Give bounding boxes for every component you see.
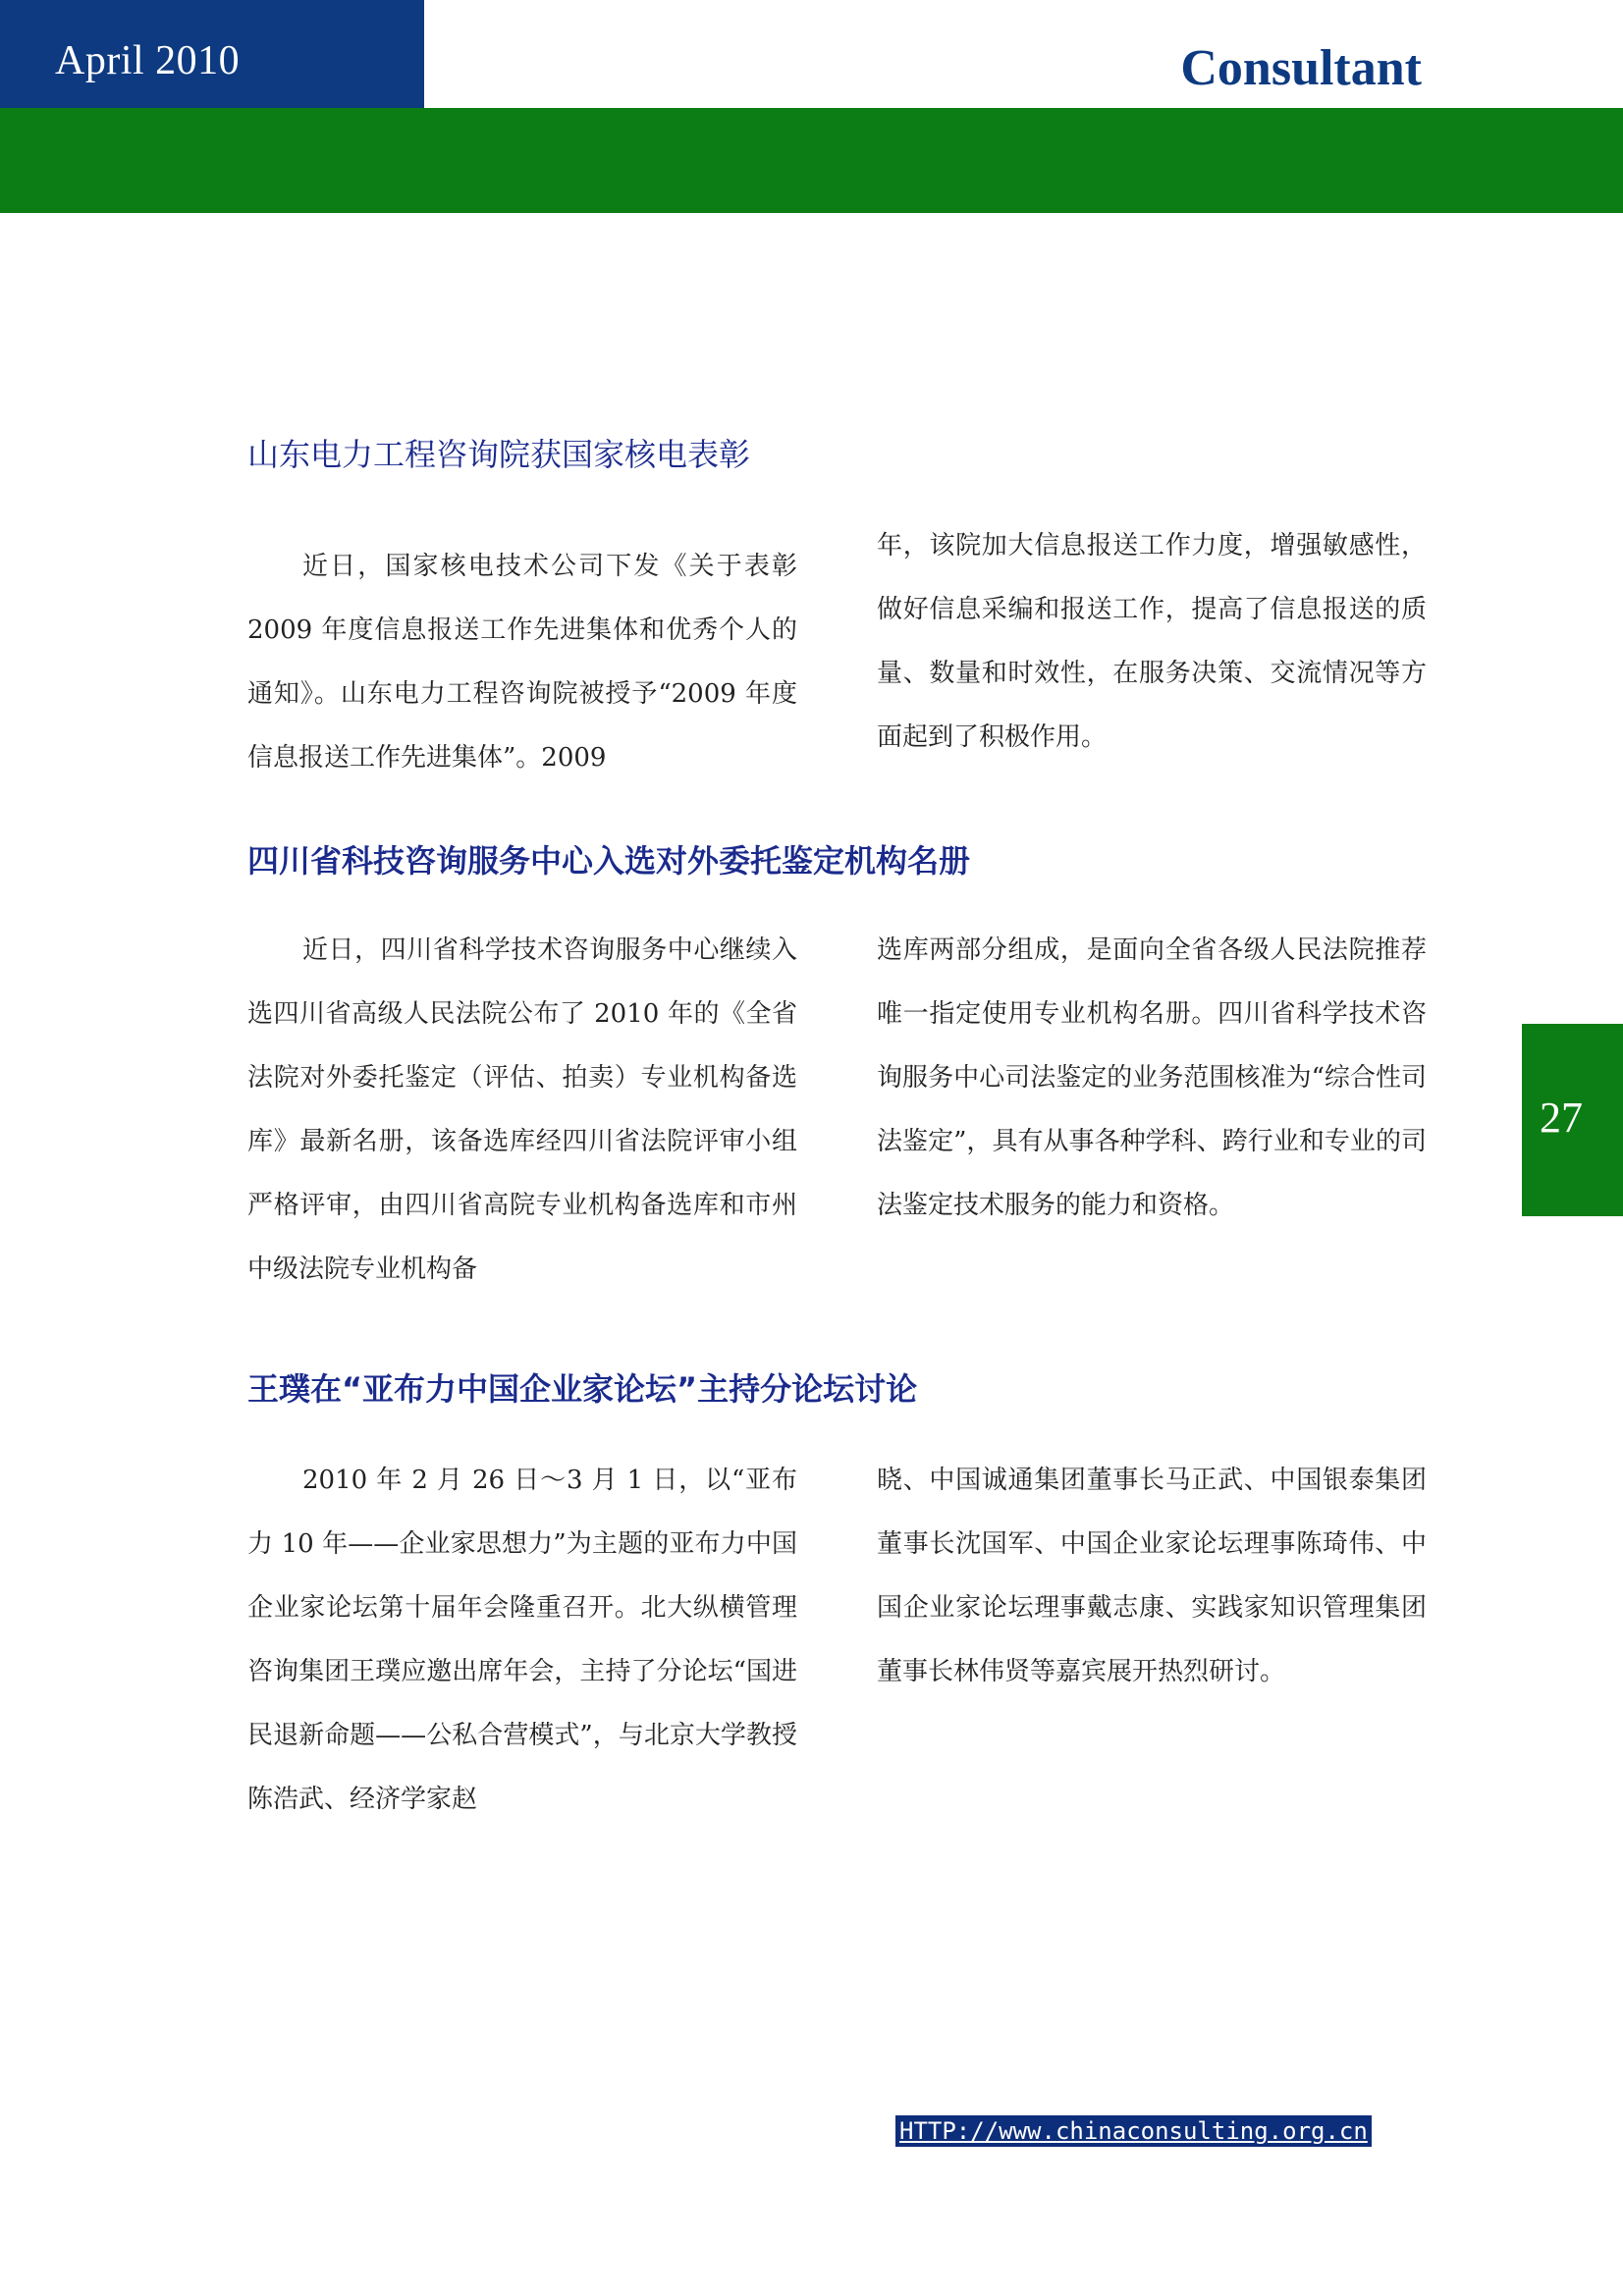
- article-title-1: 山东电力工程咨询院获国家核电表彰: [247, 436, 751, 473]
- article-title-2: 四川省科技咨询服务中心入选对外委托鉴定机构名册: [247, 842, 971, 880]
- header-date-block: [0, 0, 424, 108]
- page-number: 27: [1540, 1094, 1583, 1142]
- page-number-tab: [1522, 1024, 1623, 1216]
- article-1-left-column: 近日，国家核电技术公司下发《关于表彰 2009 年度信息报送工作先进集体和优秀个人的通知》。山东电力工程咨询院被授予“2009 年度信息报送工作先进集体”。2009: [247, 552, 797, 773]
- header-green-band: [0, 108, 1623, 213]
- article-title-3: 王璞在“亚布力中国企业家论坛”主持分论坛讨论: [247, 1370, 918, 1408]
- magazine-title: Consultant: [1180, 40, 1422, 96]
- article-2-right-column: 选库两部分组成，是面向全省各级人民法院推荐唯一指定使用专业机构名册。四川省科学技术咨询服务中心司法鉴定的业务范围核准为“综合性司法鉴定”，具有从事各种学科、跨行业和专业的司法鉴定技术服务的能力和资格。: [877, 935, 1427, 1220]
- article-1-right-column: 年，该院加大信息报送工作力度，增强敏感性，做好信息采编和报送工作，提高了信息报送的质量、数量和时效性，在服务决策、交流情况等方面起到了积极作用。: [877, 531, 1427, 752]
- article-3-left-column: 2010 年 2 月 26 日～3 月 1 日，以“亚布力 10 年——企业家思想力”为主题的亚布力中国企业家论坛第十届年会隆重召开。北大纵横管理咨询集团王璞应邀出席年会，主持了分论坛“国进民退新命题——公私合营模式”，与北京大学教授陈浩武、经济学家赵: [247, 1466, 797, 1814]
- article-3-right-column: 晓、中国诚通集团董事长马正武、中国银泰集团董事长沈国军、中国企业家论坛理事陈琦伟、中国企业家论坛理事戴志康、实践家知识管理集团董事长林伟贤等嘉宾展开热烈研讨。: [877, 1466, 1427, 1686]
- issue-date: April 2010: [55, 38, 241, 83]
- footer-website-link[interactable]: HTTP://www.chinaconsulting.org.cn: [895, 2115, 1372, 2147]
- article-2-left-column: 近日，四川省科学技术咨询服务中心继续入选四川省高级人民法院公布了 2010 年的《全省法院对外委托鉴定（评估、拍卖）专业机构备选库》最新名册，该备选库经四川省法院评审小组严格评审，由四川省高院专业机构备选库和市州中级法院专业机构备: [247, 935, 797, 1284]
